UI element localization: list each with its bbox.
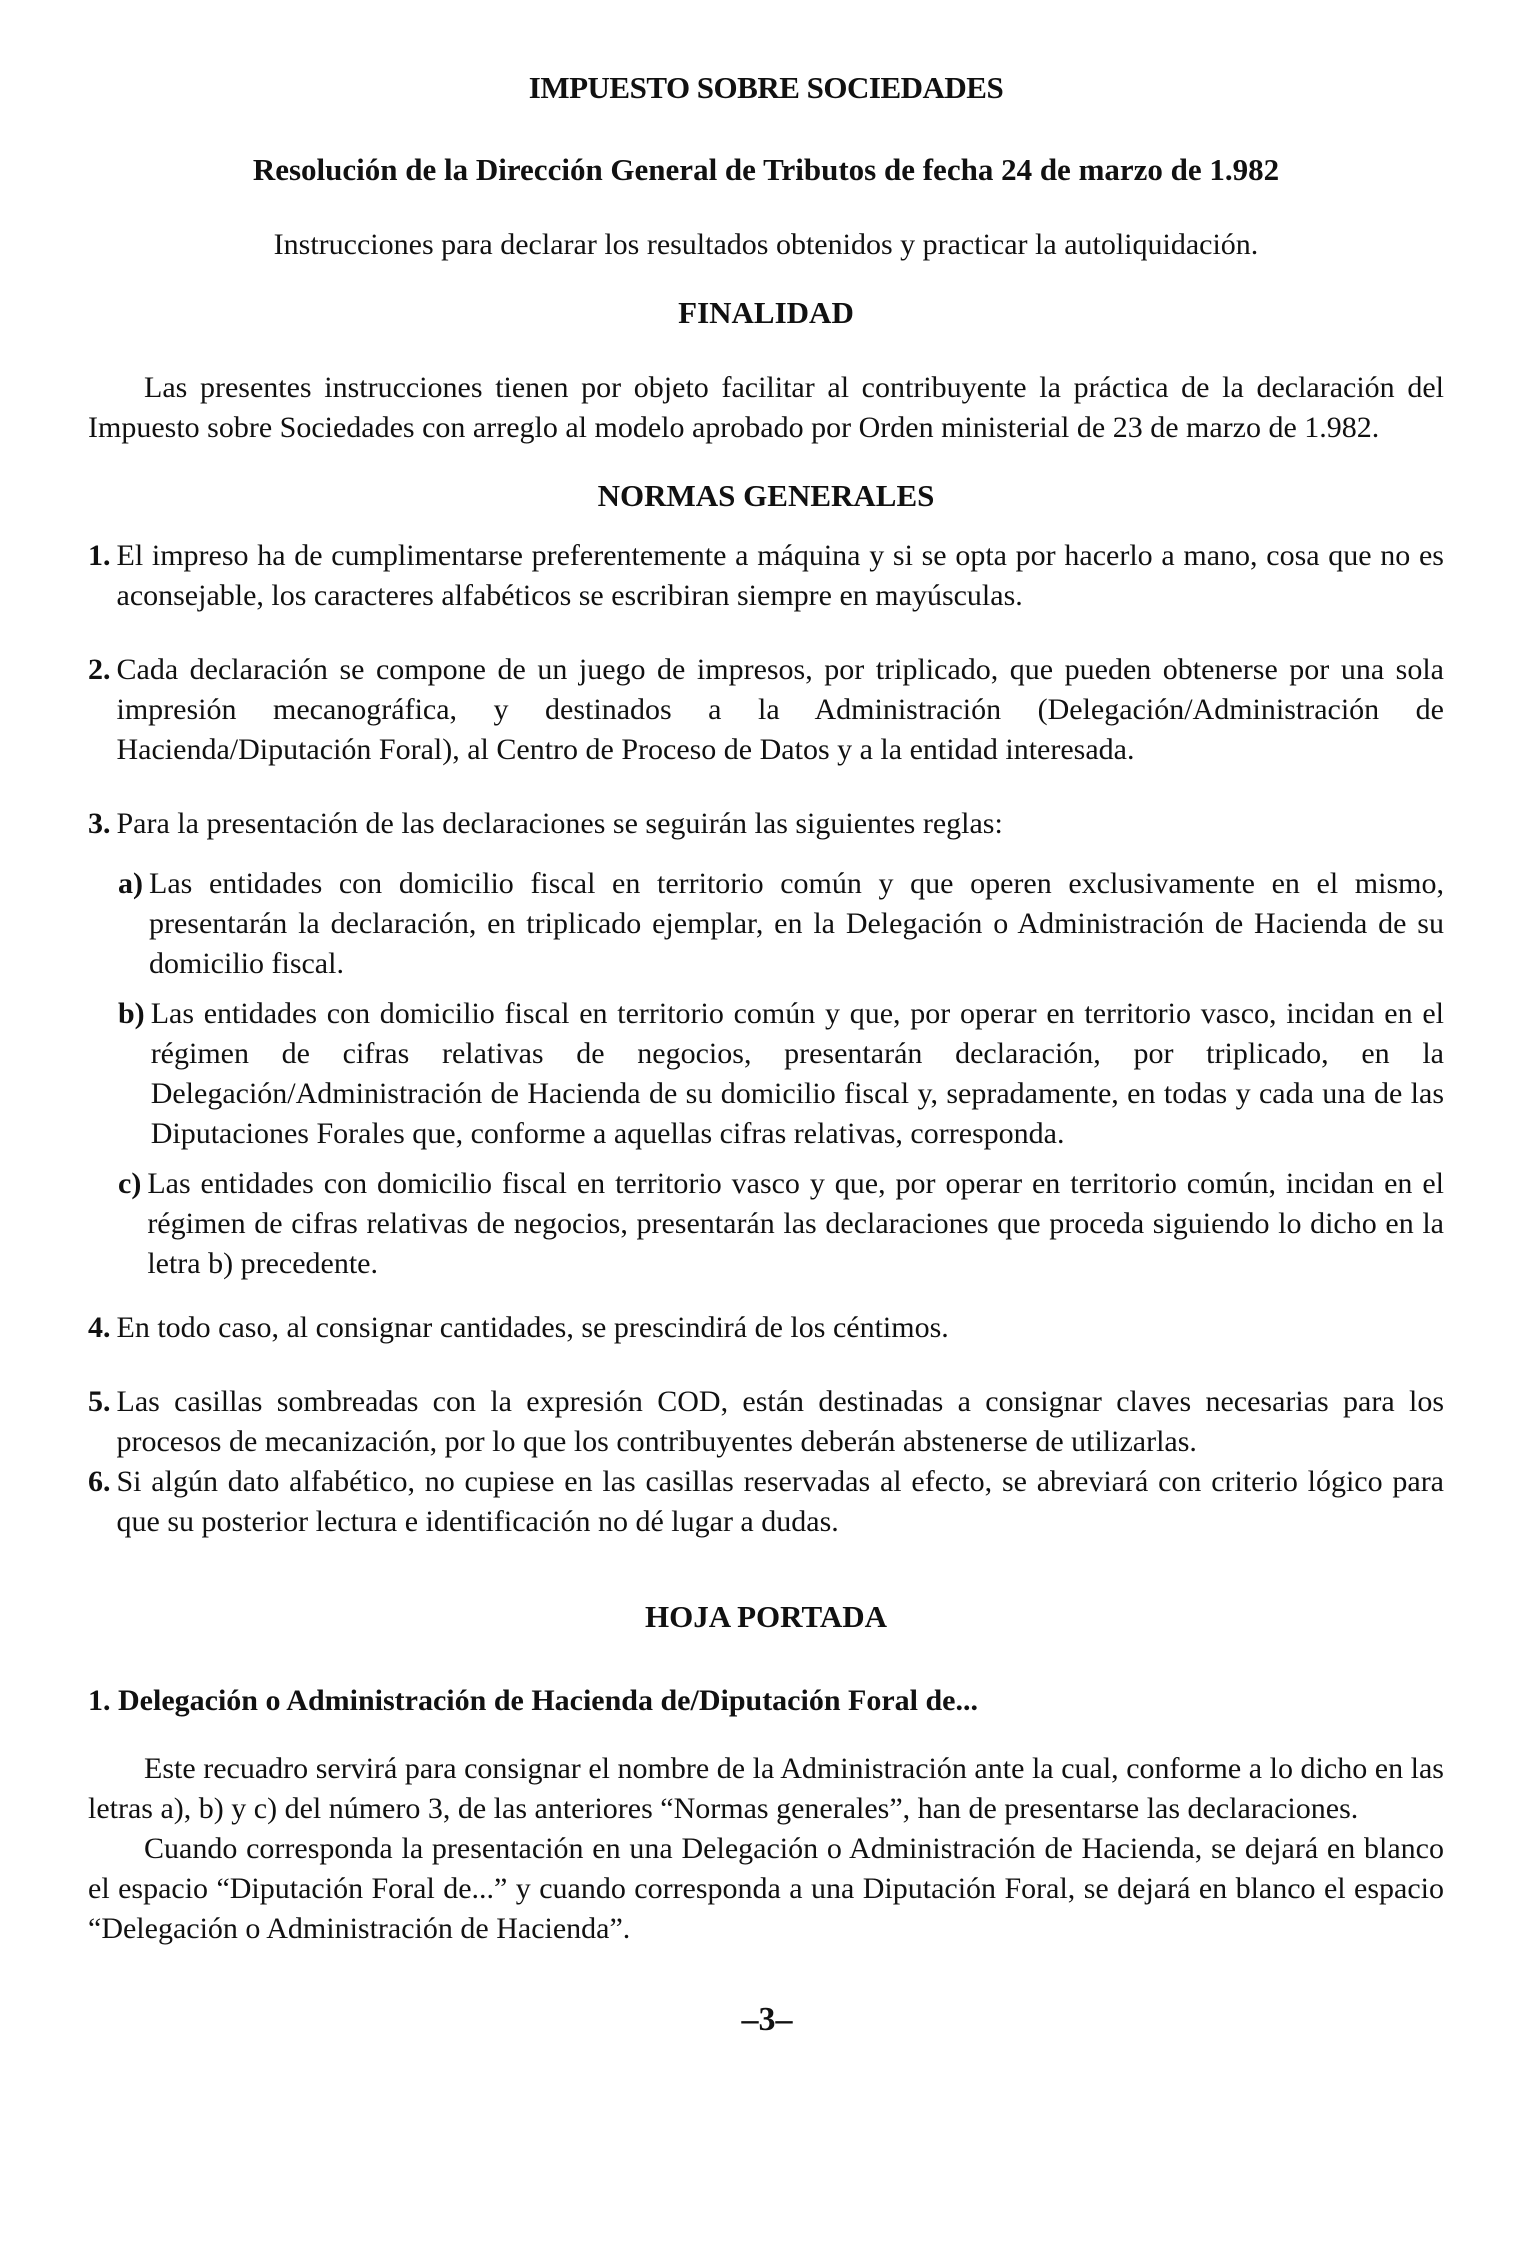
item-text: Las entidades con domicilio fiscal en territorio común y que, por operar en territorio vasco, incidan en el régimen de cifras relativas de negocios, presentarán declaración, por triplicado, en la Delegación/Administración de Hacienda de su domicilio fiscal y, sepradamente, en todas y cada una de las Diputaciones Forales que, conforme a aquellas cifras relativas, corresponda.	[150, 997, 1444, 1150]
rule-item-a	[118, 864, 1444, 984]
normas-item-3	[88, 804, 1444, 844]
item-text: Las entidades con domicilio fiscal en territorio vasco y que, por operar en territorio común, incidan en el régimen de cifras relativas de negocios, presentarán las declaraciones que proceda siguiendo lo dicho en la letra b) precedente.	[147, 1167, 1444, 1280]
item-number: 1.	[88, 539, 111, 572]
item-number: 4.	[88, 1311, 111, 1344]
document-title: IMPUESTO SOBRE SOCIEDADES	[528, 70, 1004, 105]
hoja-portada-heading: HOJA PORTADA	[644, 1599, 888, 1634]
normas-item-4	[88, 1308, 1444, 1348]
finalidad-paragraph: Las presentes instrucciones tienen por objeto facilitar al contribuyente la práctica de la declaración del Impuesto sobre Sociedades con arreglo al modelo aprobado por Orden ministerial de 23 de marzo de 1.982.	[88, 371, 1444, 444]
item-number: 6.	[88, 1465, 111, 1498]
document-subtitle: Instrucciones para declarar los resultados obtenidos y practicar la autoliquidación.	[273, 228, 1259, 261]
normas-item-1	[88, 536, 1444, 616]
item-number: 5.	[88, 1385, 111, 1418]
item-letter: b)	[118, 997, 145, 1030]
rule-item-b	[118, 994, 1444, 1154]
item-text: Cada declaración se compone de un juego de impresos, por triplicado, que pueden obtenerse por una sola impresión mecanográfica, y destinados a la Administración (Delegación/Administración de Hacienda/Diputación Foral), al Centro de Proceso de Datos y a la entidad interesada.	[116, 653, 1444, 766]
item-text: Si algún dato alfabético, no cupiese en las casillas reservadas al efecto, se abreviará con criterio lógico para que su posterior lectura e identificación no dé lugar a dudas.	[116, 1465, 1444, 1538]
normas-heading: NORMAS GENERALES	[597, 478, 935, 513]
item-text: En todo caso, al consignar cantidades, se prescindirá de los céntimos.	[116, 1311, 949, 1344]
rule-item-c	[118, 1164, 1444, 1284]
rules-sublist	[88, 864, 1444, 1284]
item-text: El impreso ha de cumplimentarse preferentemente a máquina y si se opta por hacerlo a mano, cosa que no es aconsejable, los caracteres alfabéticos se escribiran siempre en mayúsculas.	[116, 539, 1444, 612]
item-letter: c)	[118, 1167, 142, 1200]
normas-list	[88, 536, 1444, 1542]
hoja-portada-paragraph-1: Este recuadro servirá para consignar el nombre de la Administración ante la cual, conforme a lo dicho en las letras a), b) y c) del número 3, de las anteriores “Normas generales”, han de presentarse las declaraciones.	[88, 1752, 1444, 1825]
item-number: 2.	[88, 653, 111, 686]
hoja-portada-subheading: 1. Delegación o Administración de Hacienda de/Diputación Foral de...	[88, 1684, 978, 1717]
page-number: –3–	[741, 2001, 793, 2038]
item-letter: a)	[118, 867, 143, 900]
hoja-portada-paragraph-2: Cuando corresponda la presentación en una Delegación o Administración de Hacienda, se dejará en blanco el espacio “Diputación Foral de...” y cuando corresponda a una Diputación Foral, se dejará en blanco el espacio “Delegación o Administración de Hacienda”.	[88, 1832, 1444, 1945]
item-number: 3.	[88, 807, 111, 840]
resolution-line: Resolución de la Dirección General de Tributos de fecha 24 de marzo de 1.982	[252, 152, 1280, 187]
normas-item-5	[88, 1382, 1444, 1462]
normas-item-6	[88, 1462, 1444, 1542]
item-text: Las entidades con domicilio fiscal en territorio común y que operen exclusivamente en el mismo, presentarán la declaración, en triplicado ejemplar, en la Delegación o Administración de Hacienda de su domicilio fiscal.	[149, 867, 1444, 980]
finalidad-heading: FINALIDAD	[678, 295, 854, 330]
item-text: Para la presentación de las declaraciones se seguirán las siguientes reglas:	[116, 807, 1003, 840]
item-text: Las casillas sombreadas con la expresión COD, están destinadas a consignar claves necesarias para los procesos de mecanización, por lo que los contribuyentes deberán abstenerse de utilizarlas.	[116, 1385, 1444, 1458]
normas-item-2	[88, 650, 1444, 770]
